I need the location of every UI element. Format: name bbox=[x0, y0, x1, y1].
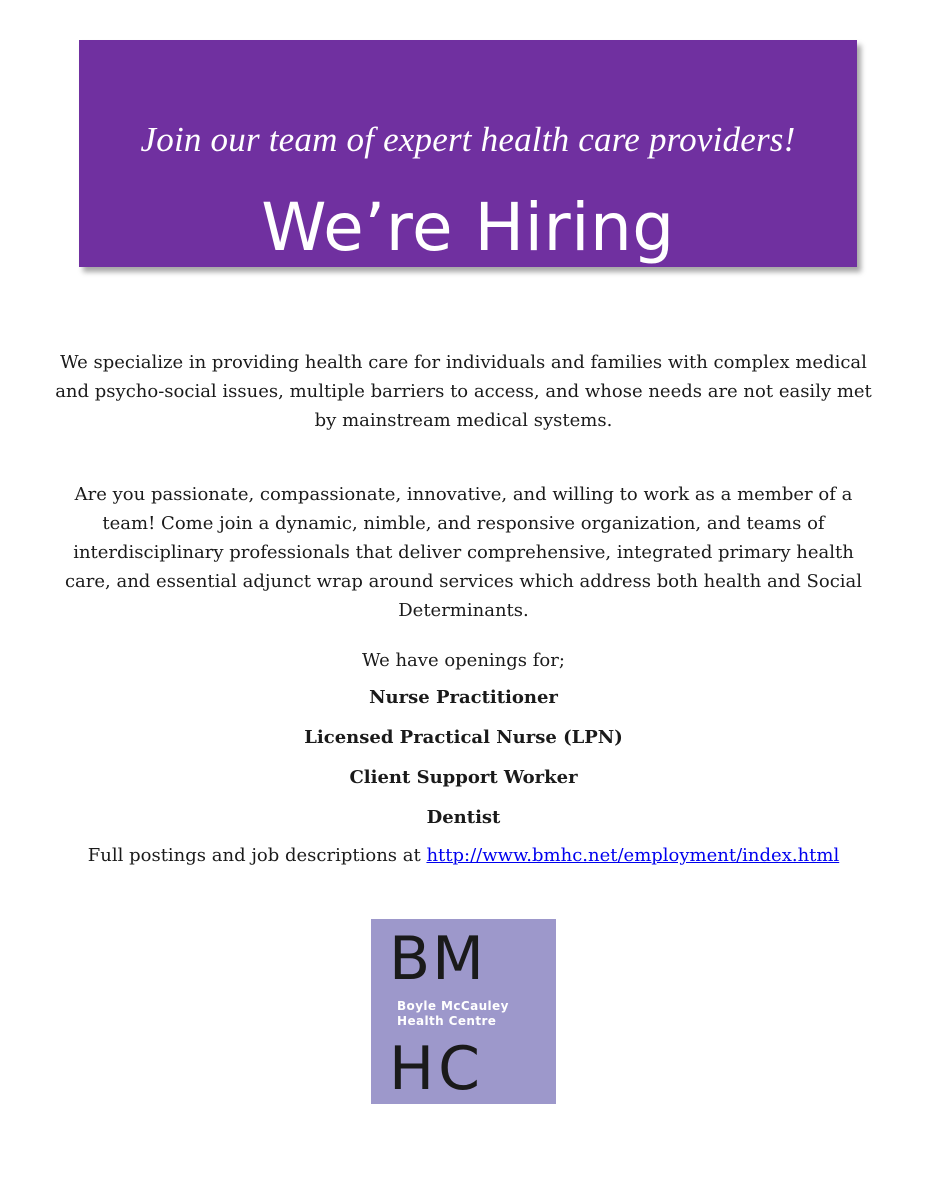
position-item: Licensed Practical Nurse (LPN) bbox=[304, 727, 623, 748]
logo-name-line-2: Health Centre bbox=[397, 1014, 497, 1028]
employment-link[interactable]: http://www.bmhc.net/employment/index.html bbox=[426, 845, 840, 866]
position-item: Nurse Practitioner bbox=[369, 687, 558, 708]
logo-name-line-1: Boyle McCauley bbox=[397, 999, 509, 1013]
logo-top-letters: BM bbox=[389, 924, 486, 994]
intro-paragraph: We specialize in providing health care for individuals and families with complex medical and psycho-social issues, multiple barriers to access, and whose needs are not easily met by mainstream medical systems. bbox=[55, 352, 872, 431]
position-item: Client Support Worker bbox=[349, 767, 578, 788]
openings-intro: We have openings for; bbox=[362, 650, 565, 671]
postings-prefix: Full postings and job descriptions at bbox=[87, 845, 427, 866]
logo-organization-name bbox=[397, 999, 509, 1029]
postings-line bbox=[0, 845, 927, 866]
logo-bottom-letters: HC bbox=[389, 1034, 485, 1104]
hiring-banner bbox=[79, 40, 857, 267]
position-item: Dentist bbox=[426, 807, 501, 828]
openings-list bbox=[0, 686, 927, 846]
invitation-paragraph: Are you passionate, compassionate, innovative, and willing to work as a member of a team! Come join a dynamic, nimble, and responsive organization, and teams of interdisciplinary professionals that deliver comprehensive, integrated primary health care, and essential adjunct wrap around services which address both health and Social Determinants. bbox=[64, 484, 863, 621]
bmhc-logo bbox=[371, 919, 556, 1104]
banner-title: We’re Hiring bbox=[261, 189, 675, 266]
banner-tagline: Join our team of expert health care providers! bbox=[140, 120, 796, 159]
